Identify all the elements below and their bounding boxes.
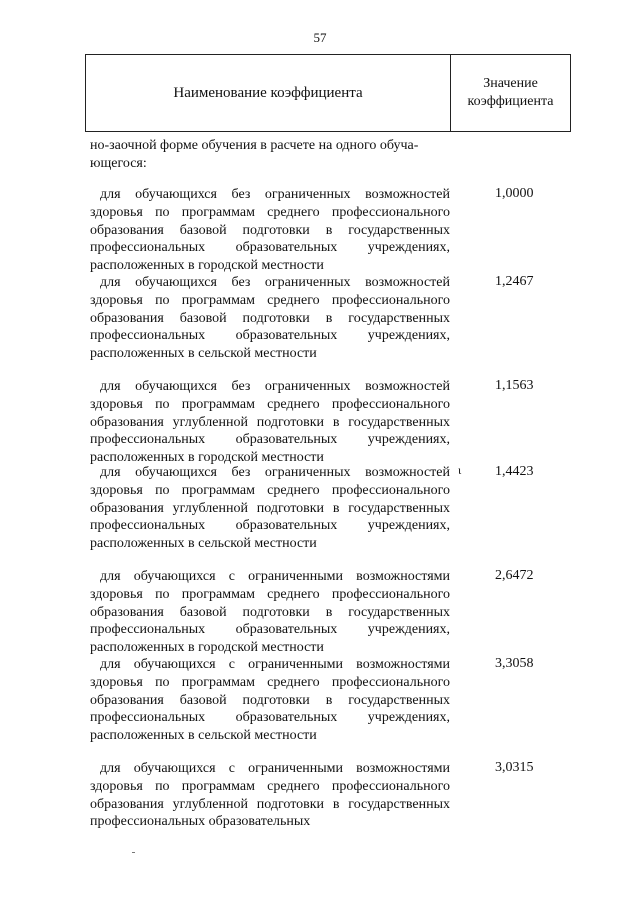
scan-speck: [132, 852, 135, 853]
coefficient-value: 1,2467: [495, 274, 534, 289]
coefficient-value: 1,4423: [495, 464, 534, 479]
coefficient-description: для обучающихся с ограниченными возможностями здоровья по программам среднего профессионального образования базовой подготовки в государственных профессиональных образовательных учреждениях, расположенных в городской местности: [90, 569, 450, 656]
header-value-column: Значение коэффициента: [467, 76, 554, 109]
coefficient-description: для обучающихся с ограниченными возможностями здоровья по программам среднего профессионального образования базовой подготовки в государственных профессиональных образовательных учреждениях, расположенных в сельской местности: [90, 657, 450, 744]
coefficient-row: [90, 568, 534, 657]
coefficient-description: для обучающихся без ограниченных возможностей здоровья по программам среднего профессионального образования базовой подготовки в государственных профессиональных образовательных учреждениях, расположенных в сельской местности: [90, 275, 450, 362]
page-number: 57: [313, 30, 327, 45]
table-header: [85, 54, 571, 132]
coefficient-value: 3,0315: [495, 760, 534, 775]
scan-mark: ι: [458, 463, 462, 477]
coefficient-row: [90, 464, 534, 553]
coefficient-row: [90, 186, 534, 275]
coefficient-description: для обучающихся с ограниченными возможностями здоровья по программам среднего профессионального образования углубленной подготовки в государственных профессиональных образовательных: [90, 761, 450, 830]
continuation-text: но-заочной форме обучения в расчете на одного обуча- ющегося:: [90, 138, 419, 171]
coefficient-description: для обучающихся без ограниченных возможностей здоровья по программам среднего профессионального образования углубленной подготовки в государственных профессиональных образовательных учреждениях, расположенных в сельской местности: [90, 465, 450, 552]
coefficient-value: 1,0000: [495, 186, 534, 201]
coefficient-row: [90, 378, 534, 467]
coefficient-description: для обучающихся без ограниченных возможностей здоровья по программам среднего профессионального образования углубленной подготовки в государственных профессиональных образовательных учреждениях, расположенных в городской местности: [90, 379, 450, 466]
coefficient-description: для обучающихся без ограниченных возможностей здоровья по программам среднего профессионального образования базовой подготовки в государственных профессиональных образовательных учреждениях, расположенных в городской местности: [90, 187, 450, 274]
coefficient-row: [90, 656, 534, 745]
coefficient-value: 2,6472: [495, 568, 534, 583]
header-name-column: Наименование коэффициента: [173, 84, 363, 101]
coefficient-row: [90, 274, 534, 363]
coefficient-value: 3,3058: [495, 656, 534, 671]
coefficient-value: 1,1563: [495, 378, 534, 393]
coefficient-row: [90, 760, 534, 831]
